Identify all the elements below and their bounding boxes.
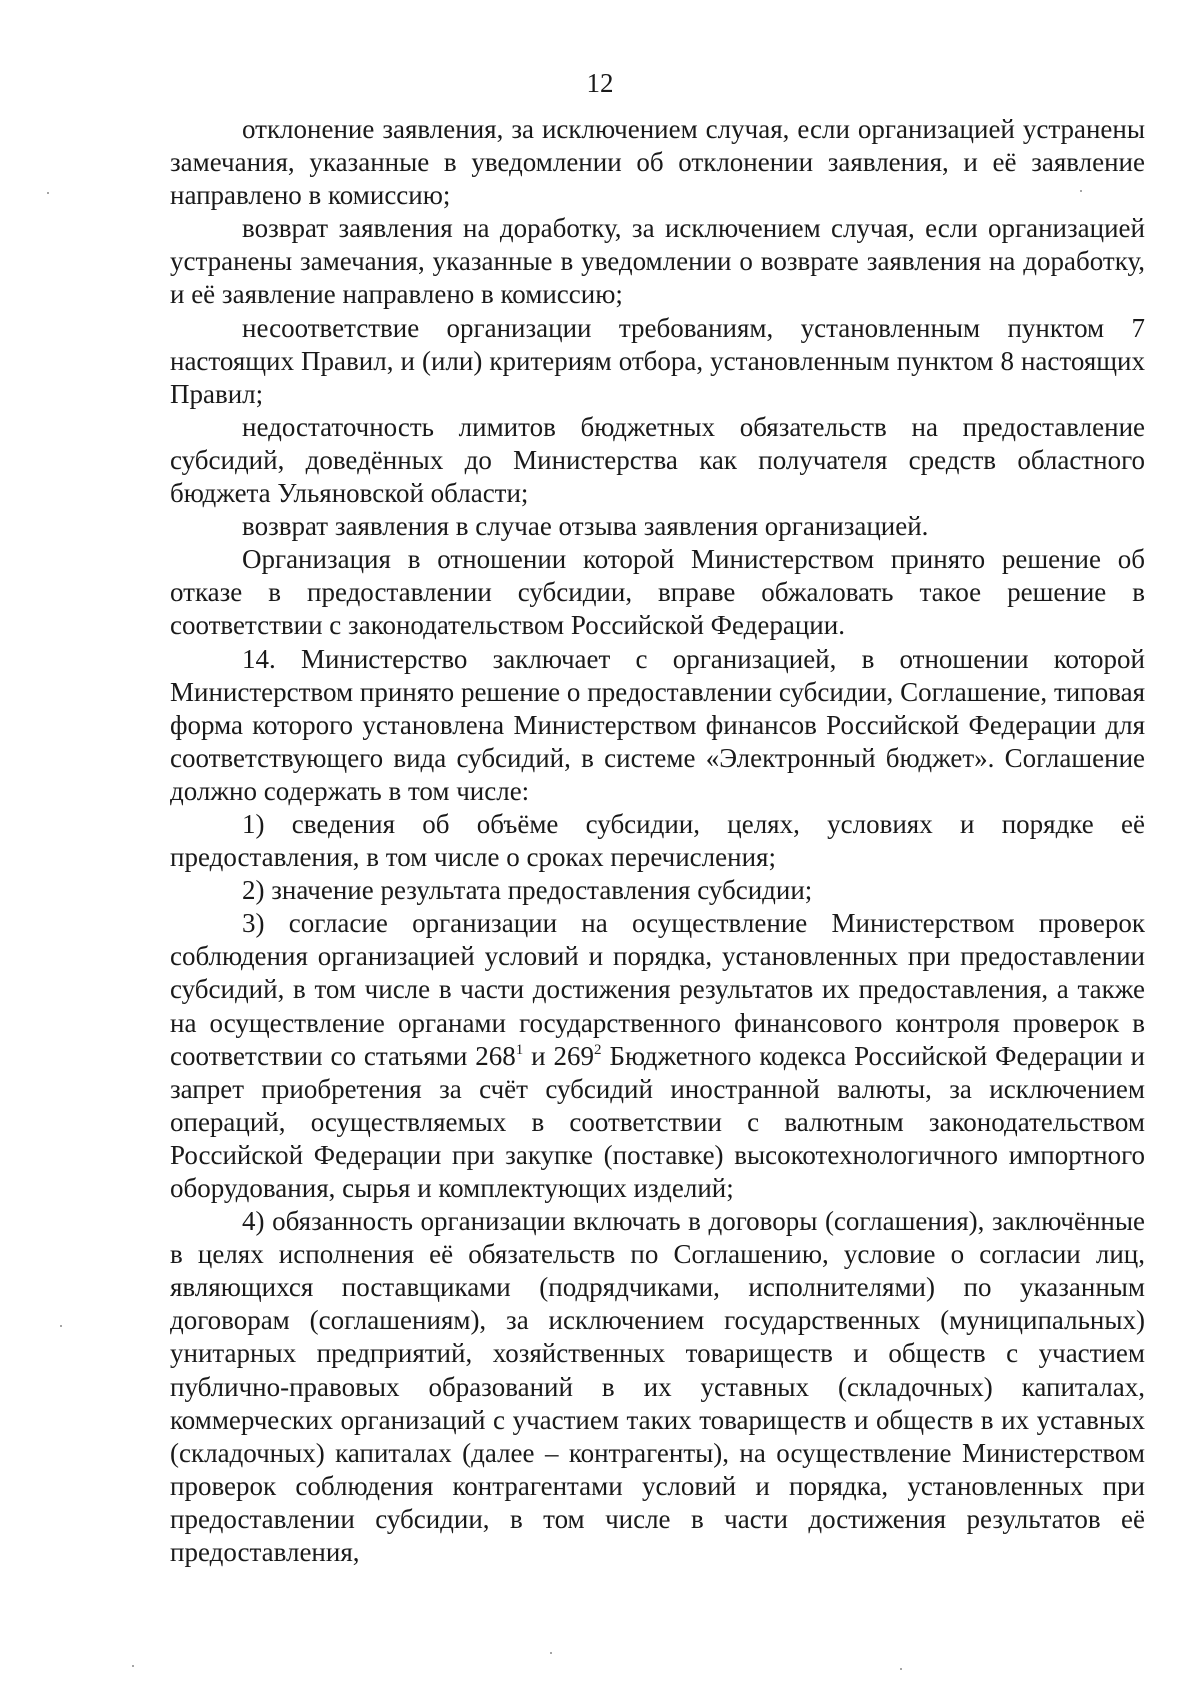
paragraph-appeal: Организация в отношении которой Министерством принято решение об отказе в предоставлении субсидии, вправе обжаловать такое решение в соответствии с законодательством Российской Федерации. bbox=[170, 544, 1145, 641]
list-item-3-text-c: Бюджетного кодекса Российской Федерации и запрет приобретения за счёт субсидий иностранной валюты, за исключением операций, осуществляемых в соответствии с валютным законодательством Российской Федерации при закупке (поставке) высокотехнологичного импортного оборудования, сырья и комплектующих изделий; bbox=[170, 1040, 1146, 1203]
paragraph-withdrawal: возврат заявления в случае отзыва заявления организацией. bbox=[242, 511, 929, 542]
scan-speck bbox=[1080, 190, 1082, 192]
list-item-4: 4) обязанность организации включать в договоры (соглашения), заключённые в целях исполнения её обязательств по Соглашению, условие о согласии лиц, являющихся поставщиками (подрядчиками, исполнителями) по указанным договорам (соглашениям), за исключением государственных (муниципальных) унитарных предприятий, хозяйственных товариществ и обществ с участием публично-правовых образований в их уставных (складочных) капиталах, коммерческих организаций с участием таких товариществ и обществ в их уставных (складочных) капиталах (далее – контрагенты), на осуществление Министерством проверок соблюдения контрагентами условий и порядка, установленных при предоставлении субсидии, в том числе в части достижения результатов её предоставления, bbox=[170, 1206, 1145, 1568]
superscript-1: 1 bbox=[515, 1041, 524, 1058]
page-number: 12 bbox=[586, 68, 614, 98]
list-item-1: 1) сведения об объёме субсидии, целях, условиях и порядке её предоставления, в том числе о сроках перечисления; bbox=[170, 808, 1145, 873]
scan-speck bbox=[550, 1652, 552, 1654]
paragraph-item-14: 14. Министерство заключает с организацией, в отношении которой Министерством принято решение о предоставлении субсидии, Соглашение, типовая форма которого установлена Министерством финансов Российской Федерации для соответствующего вида субсидий, в системе «Электронный бюджет». Соглашение должно содержать в том числе: bbox=[170, 643, 1145, 806]
list-item-3 bbox=[170, 907, 1145, 1205]
document-body bbox=[170, 113, 1145, 1569]
list-item-3-text-a: 3) согласие организации на осуществление Министерством проверок соблюдения организацией условий и порядка, установленных при предоставлении субсидий, в том числе в части достижения результатов их предоставления, а также на осуществление органами государственного финансового контроля проверок в соответствии со статьями 268 bbox=[170, 908, 1145, 1071]
list-item-3-text-b: и 269 bbox=[523, 1040, 595, 1071]
scan-speck bbox=[47, 192, 49, 194]
scan-speck bbox=[60, 1325, 62, 1327]
scan-speck bbox=[132, 1665, 134, 1667]
scan-speck bbox=[900, 1668, 902, 1670]
paragraph-insufficient-limits: недостаточность лимитов бюджетных обязательств на предоставление субсидий, доведённых до Министерства как получателя средств областного бюджета Ульяновской области; bbox=[170, 411, 1145, 509]
paragraph-rejection: отклонение заявления, за исключением случая, если организацией устранены замечания, указанные в уведомлении об отклонении заявления, и её заявление направлено в комиссию; bbox=[170, 114, 1145, 211]
paragraph-nonconformity: несоответствие организации требованиям, установленным пунктом 7 настоящих Правил, и (или) критериям отбора, установленным пунктом 8 настоящих Правил; bbox=[170, 312, 1145, 409]
list-item-2: 2) значение результата предоставления субсидии; bbox=[242, 875, 813, 906]
paragraph-return-for-revision: возврат заявления на доработку, за исключением случая, если организацией устранены замечания, указанные в уведомлении о возврате заявления на доработку, и её заявление направлено в комиссию; bbox=[170, 213, 1145, 310]
superscript-2: 2 bbox=[594, 1041, 602, 1058]
